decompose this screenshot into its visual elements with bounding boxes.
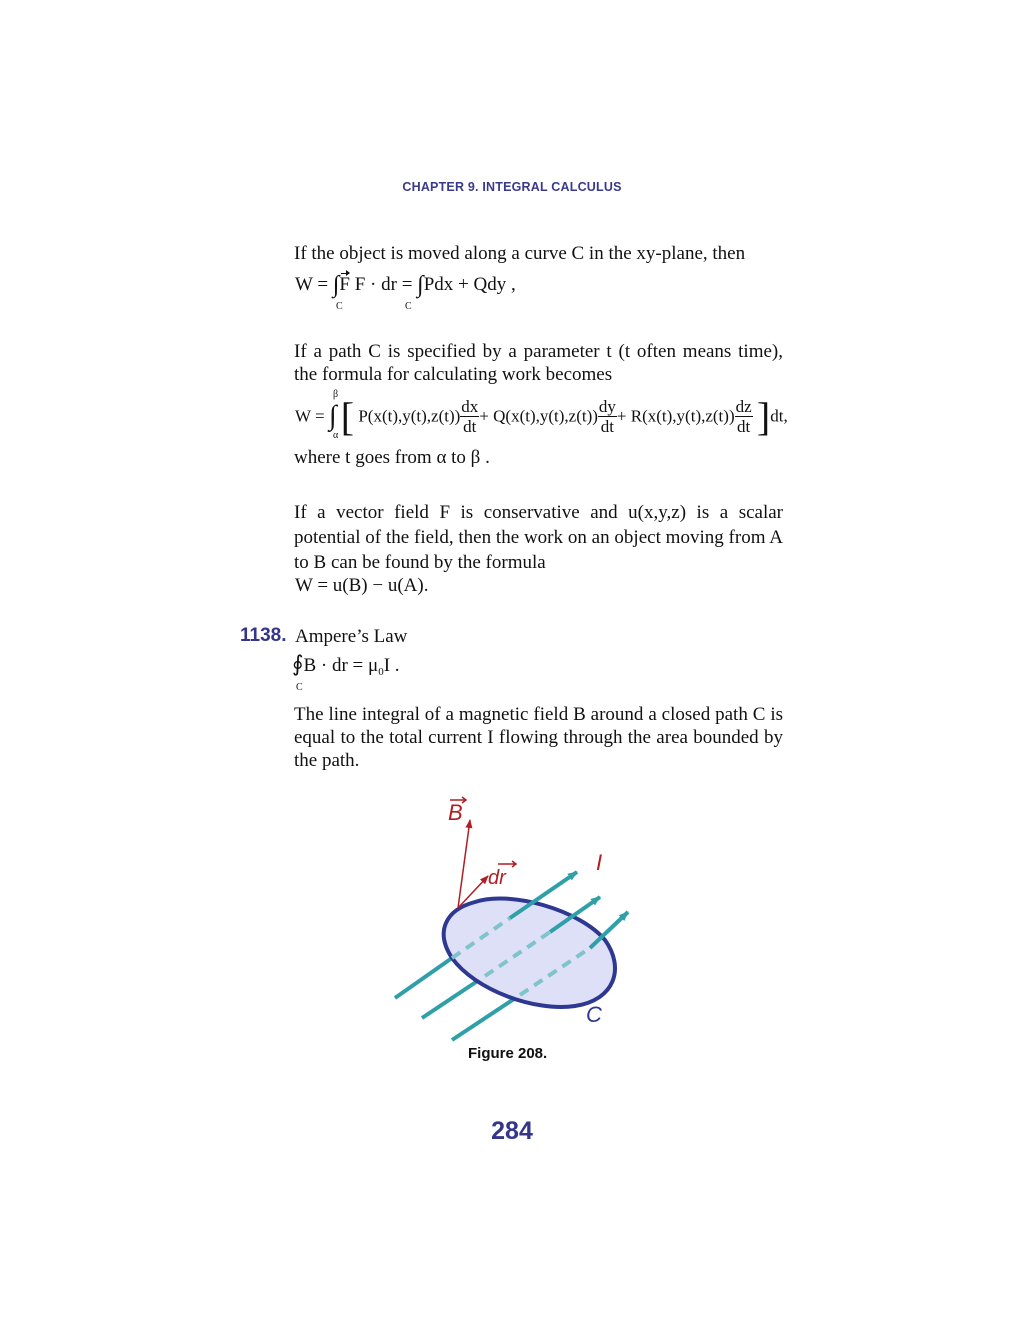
eq-ampere-sub: 0 [378, 666, 384, 678]
frac1-num: dx [461, 397, 479, 416]
item-number: 1138. [240, 625, 287, 646]
frac3-den: dt [737, 417, 751, 436]
frac2-num: dy [598, 397, 616, 416]
paragraph-conservative-field: If a vector field F is conservative and u(x,y,z) is a scalar potential of the field, then the work on an object moving from A to B can be found by the formula [294, 502, 783, 573]
eq1-limit-2: C [405, 301, 412, 312]
integral-sign: ∫ [417, 272, 424, 298]
integral-sign: ∫ [328, 400, 337, 432]
vector-F-arrow-text: F [339, 274, 350, 295]
eq2-lhs: W = [295, 406, 325, 426]
eq2-term1: P(x(t),y(t),z(t)) [358, 406, 461, 426]
equation-ampere [292, 651, 400, 677]
eq1-body-2: Pdx + Qdy , [423, 274, 516, 295]
page-number: 284 [491, 1117, 533, 1145]
current-line-3-back [452, 995, 520, 1040]
eq2-lower-limit: α [333, 430, 339, 441]
eq1-limit-1: C [336, 301, 343, 312]
vector-B-arrow [458, 820, 470, 908]
right-bracket: ] [756, 394, 771, 439]
paragraph-curve-work: If the object is moved along a curve C in the xy-plane, then [294, 243, 746, 264]
frac2-den: dt [600, 417, 615, 436]
item-title: Ampere’s Law [295, 626, 408, 647]
eq2-upper-limit: β [333, 389, 339, 400]
eq-ampere-body: B · dr = μ [303, 655, 379, 676]
chapter-header: CHAPTER 9. INTEGRAL CALCULUS [402, 180, 622, 194]
equation-work-parametric [295, 393, 788, 440]
paragraph-alpha-beta: where t goes from α to β . [294, 447, 490, 468]
eq-ampere-limit: C [296, 682, 303, 693]
eq-ampere-tail: I . [383, 655, 400, 676]
fraction-dz-dt [735, 397, 753, 436]
label-dr: dr [488, 867, 506, 889]
label-I: I [596, 850, 603, 875]
eq2-term2: + Q(x(t),y(t),z(t)) [479, 406, 598, 426]
frac3-num: dz [735, 397, 752, 416]
frac1-den: dt [463, 417, 477, 436]
fraction-dx-dt [460, 397, 479, 436]
paragraph-parameter-path: If a path C is specified by a parameter t (t often means time), the formula for calculating work becomes [294, 341, 783, 385]
label-B: B [448, 800, 463, 825]
eq1-lhs: W = [295, 274, 329, 295]
equation-potential-work: W = u(B) − u(A). [295, 575, 429, 596]
label-C: C [586, 1002, 602, 1027]
integral-sign: ∫ [332, 272, 340, 298]
fraction-dy-dt [598, 397, 617, 436]
current-line-1-back [395, 958, 452, 998]
eq2-tail: dt, [770, 406, 788, 426]
contour-integral-sign: ∮ [292, 651, 304, 676]
loop-surface [444, 898, 615, 1007]
ampere-description: The line integral of a magnetic field B around a closed path C is equal to the total current I flowing through the area bounded by the path. [294, 704, 783, 771]
figure-ampere-loop [380, 790, 660, 1050]
figure-caption: Figure 208. [468, 1045, 548, 1062]
left-bracket: [ [340, 394, 355, 439]
eq2-term3: + R(x(t),y(t),z(t)) [616, 406, 735, 426]
equation-work-curve [295, 270, 516, 297]
eq1-body-1: F · dr = [354, 274, 413, 295]
